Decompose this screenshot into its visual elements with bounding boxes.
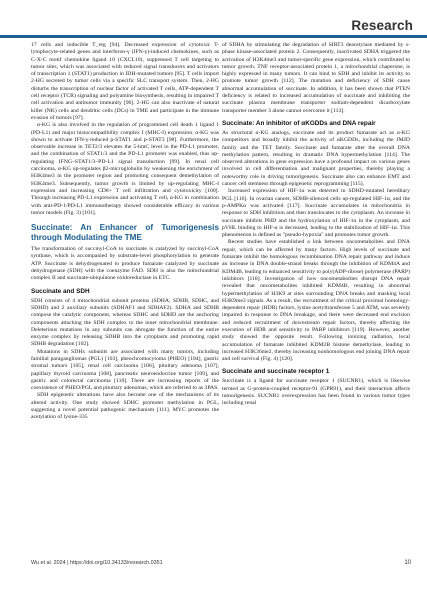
header-rule bbox=[0, 35, 427, 38]
paragraph: 17 cells and inducible T_reg [94]. Decreased expression of cytotoxic T-lymphocyte-related genes and interferon-γ (IFN-γ)-induced chemokines, such as C-X-C motif chemokine ligand 10 (CXCL10), suppressed T cell targeting to tumor sites, which was associated with reduced signal transducers and activators of transcription 1 (STAT1) production in IDH-mutated tumors [95]. T cells import 2-HG secreted by tumor cells via a specific SLC transport system. Then, 2-HG disturbs the transcription of nuclear factor of activated T cells, ATP-dependent T cell receptor (TCR) signaling and polyamine biosynthesis, resulting in impaired T cell activation and antitumor immunity [96]. 2-HG can also inactivate of natural killer (NK) cells and dendritic cells (DCs) in TME and participate in the immune evasion of tumors [97]. bbox=[31, 42, 219, 121]
subsection-heading: Succinate and succinate receptor 1 bbox=[222, 368, 330, 376]
page-number: 10 bbox=[404, 560, 411, 566]
paragraph: Recent studies have established a link between oncometabolites and DNA repair, which can be affected by many factors. High levels of succinate and fumarate inhibit the homologous recombination DNA repair pathway and induce an increase in DNA double-strand breaks through the inhibition of KDM4A and KDM4B, leading to enhanced sensitivity to poly(ADP-ribose) polymerase (PARP) inhibitors [118]. Investigation of how oncometabolites disrupt DNA repair revealed that oncometabolites inhibited KDM4B, resulting in abnormal hypermethylation of H3K9 at sites surrounding DNA breaks and masking local H3K9me3 signals. As a result, the recruitment of the critical proximal homology-dependent repair (HDR) factors, lysine acetyltransferase 5 and ATM, was severely impaired in response to DNA breakage, and there were decreased end excision and reduced recruitment of downstream repair factors, thereby affecting the execution of HDR and sensitivity to PARP inhibitors [119]. However, another study showed the opposite result. Following ionizing radiation, local accumulation of fumarate inhibited KDM2B histone demethylase, leading to increased H3K36me2, thereby increasing nonhomologous end joining DNA repair and cell survival (Fig. 4) [120]. bbox=[222, 239, 410, 363]
section-heading: Succinate: An Enhancer of Tumorigenesis through Modulating the TME bbox=[31, 223, 219, 243]
paragraph: As structural α-KG analogs, succinate and its product fumarate act as α-KG competitors and broadly inhibit the activity of αKGDDs, including the JMJD family and the TET family. Succinate and fumarate alter the overall DNA methylation pattern, resulting in dramatic DNA hypermethylation [114]. The observed alterations in gene expression have a profound impact on various genes involved in cell differentiation and malignant properties, thereby playing a noteworthy role in driving tumorigenesis. Succinate also can enhance EMT and cancer cell stemness through epigenetic reprogramming [115]. bbox=[222, 129, 410, 188]
right-column bbox=[222, 42, 410, 522]
paragraph: Succinate is a ligand for succinate receptor 1 (SUCNR1), which is likewise termed as G-protein-coupled receptor-91 (GPR91), and their interaction affects tumorigenesis. SUCNR1 overexpression has been found in various tumor types including renal bbox=[222, 378, 410, 407]
paragraph: Mutations in SDHx subunits are associated with many tumors, including familial paragangliomas (PGL) [103], pheochromocytoma (PHEO) [104], gastric stromal tumors [105], renal cell carcinoma [106], pituitary adenoma [107], papillary thyroid carcinoma [108], pancreatic neuroendocrine tumor [109], and gastric and colorectal carcinoma [110]. There are increasing reports of the coexistence of PHEO/PGL and pituitary adenomas, which are referred to as 3PAS. bbox=[31, 348, 219, 392]
citation: Wu et al. 2024 | https://doi.org/10.34133/research.0351 bbox=[31, 560, 163, 566]
paragraph: Increased expression of HIF-1α was detected in SDHD-mutated hereditary PGL [116]. In ovarian cancer, SDHB-silenced cells up-regulated HIF-1α, and the p-AMPKα was activated [117]. Succinate accumulates in mitochondria in response to SDH inhibition and then translocates to the cytoplasm. An increase in succinate inhibits PHD and the hydroxylation of HIF-1α in the cytoplasm, and pVHL binding to HIF-α is decreased, leading to the stabilization of HIF-1α. This phenomenon is defined as "pseudo-hypoxia" and promotes tumor growth. bbox=[222, 188, 410, 239]
journal-name: Research bbox=[351, 18, 413, 33]
paragraph: of SDHA by stimulating the degradation of SIRT3 deacetylase mediated by s-phase kinase-associated protein 2. Consequently, inactivated SDHA triggered the activation of H3K4me3 and tumor-specific gene expression, which contributed to tumor growth. TNF receptor-associated protein 1, a mitochondrial chaperone, is highly expressed in many tumors. It can bind to SDH and inhibit its activity to promote tumor growth [112]. The mutation and deficiency of SDH cause abnormal accumulation of succinate. In addition, it has been shown that PTEN deficiency is related to increased accumulation of succinate and inhibiting the succinate plasma membrane transporter sodium-dependent dicarboxylate transporter member 3 alone cannot overcome it [113]. bbox=[222, 42, 410, 114]
paragraph: α-KG is also involved in the regulation of programmed cell death 1 ligand 1 (PD-L1) and major histocompatibility complex I (MHC-I) expression. α-KG was shown to activate IFN-γ-induced p-STAT1 and p-STAT3 [98]. Furthermore, the observable increase in TET2/3 elevates the 5-hmC level in the PD-L1 promoter, and the combination of STAT1/3 and the PD-L1 promoter was enabled, thus up-regulating IFNG–STAT1/3–PD-L1 signal transduction [99]. In renal cell carcinoma, α-KG up-regulates β2-microglobulin by weakening the enrichment of H3K4me3 in the promoter region and promoting consequent demethylation of H3K4me3. Subsequently, tumor growth is limited by up-regulating MHC-I expression and increasing CD8+ T cell infiltration and cytotoxicity [100]. Through increasing PD-L1 expression and activating T cell, α-KG in combination with anti-PD-1/PD-L1 immunotherapy showed considerable efficacy in various tumor models (Fig. 3) [101]. bbox=[31, 122, 219, 216]
subsection-heading: Succinate and SDH bbox=[31, 287, 90, 295]
paragraph: SDH epigenetic alterations have also become one of the mechanisms of its altered activity. One study showed SDHC promoter methylation in PGL, suggesting a novel potential pathogenic mechanism [111]. MYC promotes the acetylation of lysine-335 bbox=[31, 392, 219, 421]
page-footer bbox=[31, 560, 411, 572]
paragraph: The transformation of succinyl-CoA to succinate is catalyzed by succinyl-CoA synthase, which is accompanied by substrate-level phosphorylation to generate ATP. Succinate is dehydrogenated to produce fumarate catalyzed by succinate dehydrogenase (SDH) with the coenzyme FAD. SDH is also the mitochondrial complex II and succinate-ubiquinone oxidoreductase in ETC. bbox=[31, 246, 219, 282]
subsection-heading: Succinate: An inhibitor of αKGDDs and DNA repair bbox=[222, 119, 376, 127]
paragraph: SDH consists of 4 mitochondrial subunit proteins (SDHA, SDHB, SDHC, and SDHD) and 2 auxiliary subunits (SDHAF1 and SDHAF2). SDHA and SDHB compose the catalytic component, whereas SDHC and SDHD are the anchoring components attaching the SDH complex to the inner mitochondrial membrane. Deleterious mutations in any subunits can abrogate the function of the entire enzyme complex by releasing SDHB into the cytoplasm and promoting rapid SDHB degradation [102]. bbox=[31, 297, 219, 348]
left-column bbox=[31, 42, 219, 522]
